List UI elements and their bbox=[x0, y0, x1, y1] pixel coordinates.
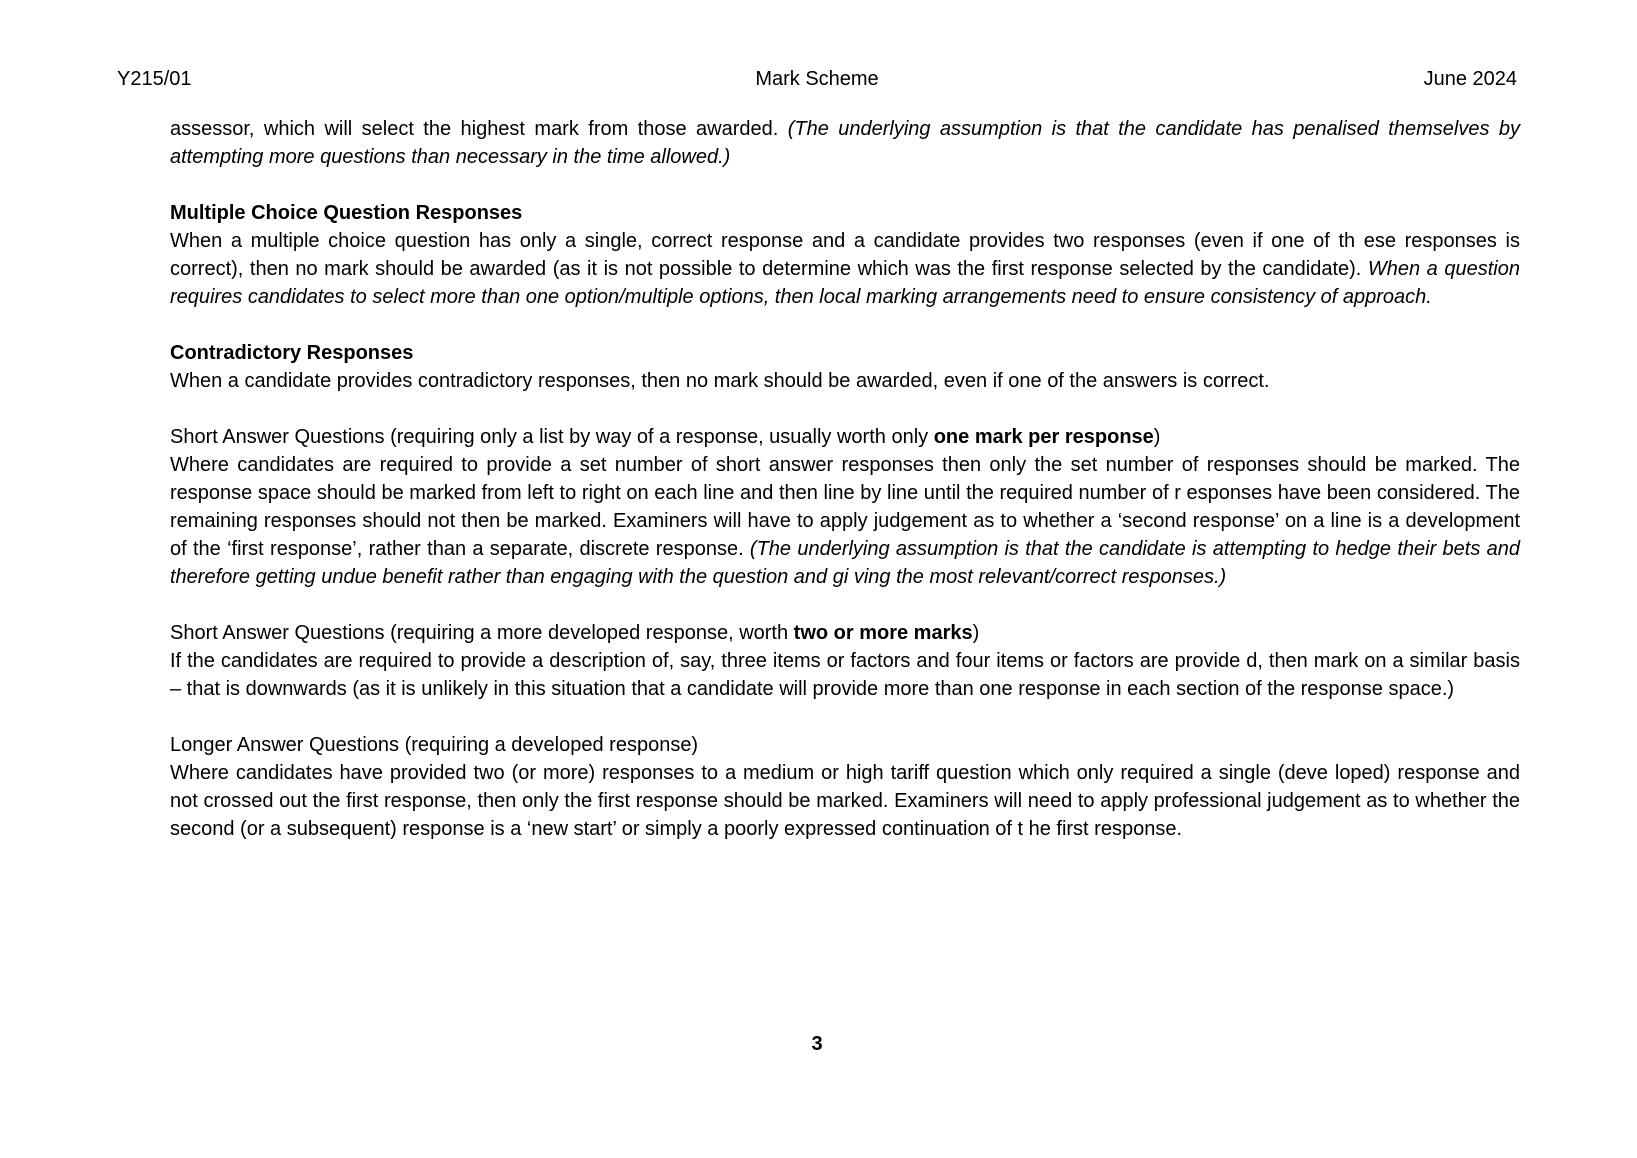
document-body bbox=[170, 115, 1520, 843]
header-date: June 2024 bbox=[1423, 68, 1517, 90]
text-run: ) bbox=[972, 622, 980, 644]
lead-line bbox=[170, 731, 1520, 759]
text-run: Multiple Choice Question Responses bbox=[170, 202, 523, 224]
text-run: one mark per response bbox=[933, 426, 1154, 448]
text-run: Short Answer Questions (requiring only a list by way of a response, usually worth only bbox=[170, 426, 934, 448]
text-run: assessor, which will select the highest mark from those awarded. bbox=[170, 118, 788, 140]
text-run: If the candidates are required to provide a description of, say, three items or factors and four items or factors are provide d, then mark on a similar basis – that is downwards (as it is unlikely in this situation that a candidate will provide more than one response in each section of the response space.) bbox=[170, 650, 1520, 700]
paragraph bbox=[170, 759, 1520, 843]
paragraph bbox=[170, 451, 1520, 591]
page-number: 3 bbox=[811, 1033, 823, 1055]
text-run: (The underlying assumption is that the candidate is attempting to hedge their bets and therefore getting undue benefit rather than engaging with the question and gi ving the most relevant/correct responses.) bbox=[170, 538, 1520, 588]
header-title: Mark Scheme bbox=[755, 68, 879, 90]
text-run: (The underlying assumption is that the candidate has penalised themselves by attempting more questions than necessary in the time allowed.) bbox=[170, 118, 1520, 168]
paragraph bbox=[170, 367, 1520, 395]
text-run: Where candidates have provided two (or more) responses to a medium or high tariff question which only required a single (deve loped) response and not crossed out the first response, then only the first response should be marked. Examiners will need to apply professional judgement as to whether the second (or a subsequent) response is a ‘new start’ or simply a poorly expressed continuation of t he first response. bbox=[170, 762, 1520, 840]
text-run: two or more marks bbox=[793, 622, 973, 644]
section-heading bbox=[170, 199, 1520, 227]
text-run: When a candidate provides contradictory responses, then no mark should be awarded, even if one of the answers is correct. bbox=[170, 370, 1270, 392]
header-document-code: Y215/01 bbox=[117, 68, 192, 90]
text-run: Short Answer Questions (requiring a more developed response, worth bbox=[170, 622, 794, 644]
text-run: When a question requires candidates to select more than one option/multiple options, then local marking arrangements need to ensure consistency of approach. bbox=[170, 258, 1520, 308]
text-run: Longer Answer Questions (requiring a developed response) bbox=[170, 734, 699, 756]
text-run: Contradictory Responses bbox=[170, 342, 414, 364]
lead-line bbox=[170, 423, 1520, 451]
page-header bbox=[117, 66, 1517, 92]
paragraph bbox=[170, 647, 1520, 703]
text-run: When a multiple choice question has only a single, correct response and a candidate provides two responses (even if one of th ese responses is correct), then no mark should be awarded (as it is not possible to determine which was the first response selected by the candidate). bbox=[170, 230, 1520, 280]
section-heading bbox=[170, 339, 1520, 367]
lead-line bbox=[170, 619, 1520, 647]
paragraph bbox=[170, 115, 1520, 171]
text-run: ) bbox=[1153, 426, 1161, 448]
page-footer bbox=[117, 1031, 1517, 1057]
text-run: Where candidates are required to provide a set number of short answer responses then only the set number of responses should be marked. The response space should be marked from left to right on each line and then line by line until the required number of r esponses have been considered. The remaining responses should not then be marked. Examiners will have to apply judgement as to whether a ‘second response’ on a line is a development of the ‘first response’, rather than a separate, discrete response. bbox=[170, 454, 1520, 560]
paragraph bbox=[170, 227, 1520, 311]
